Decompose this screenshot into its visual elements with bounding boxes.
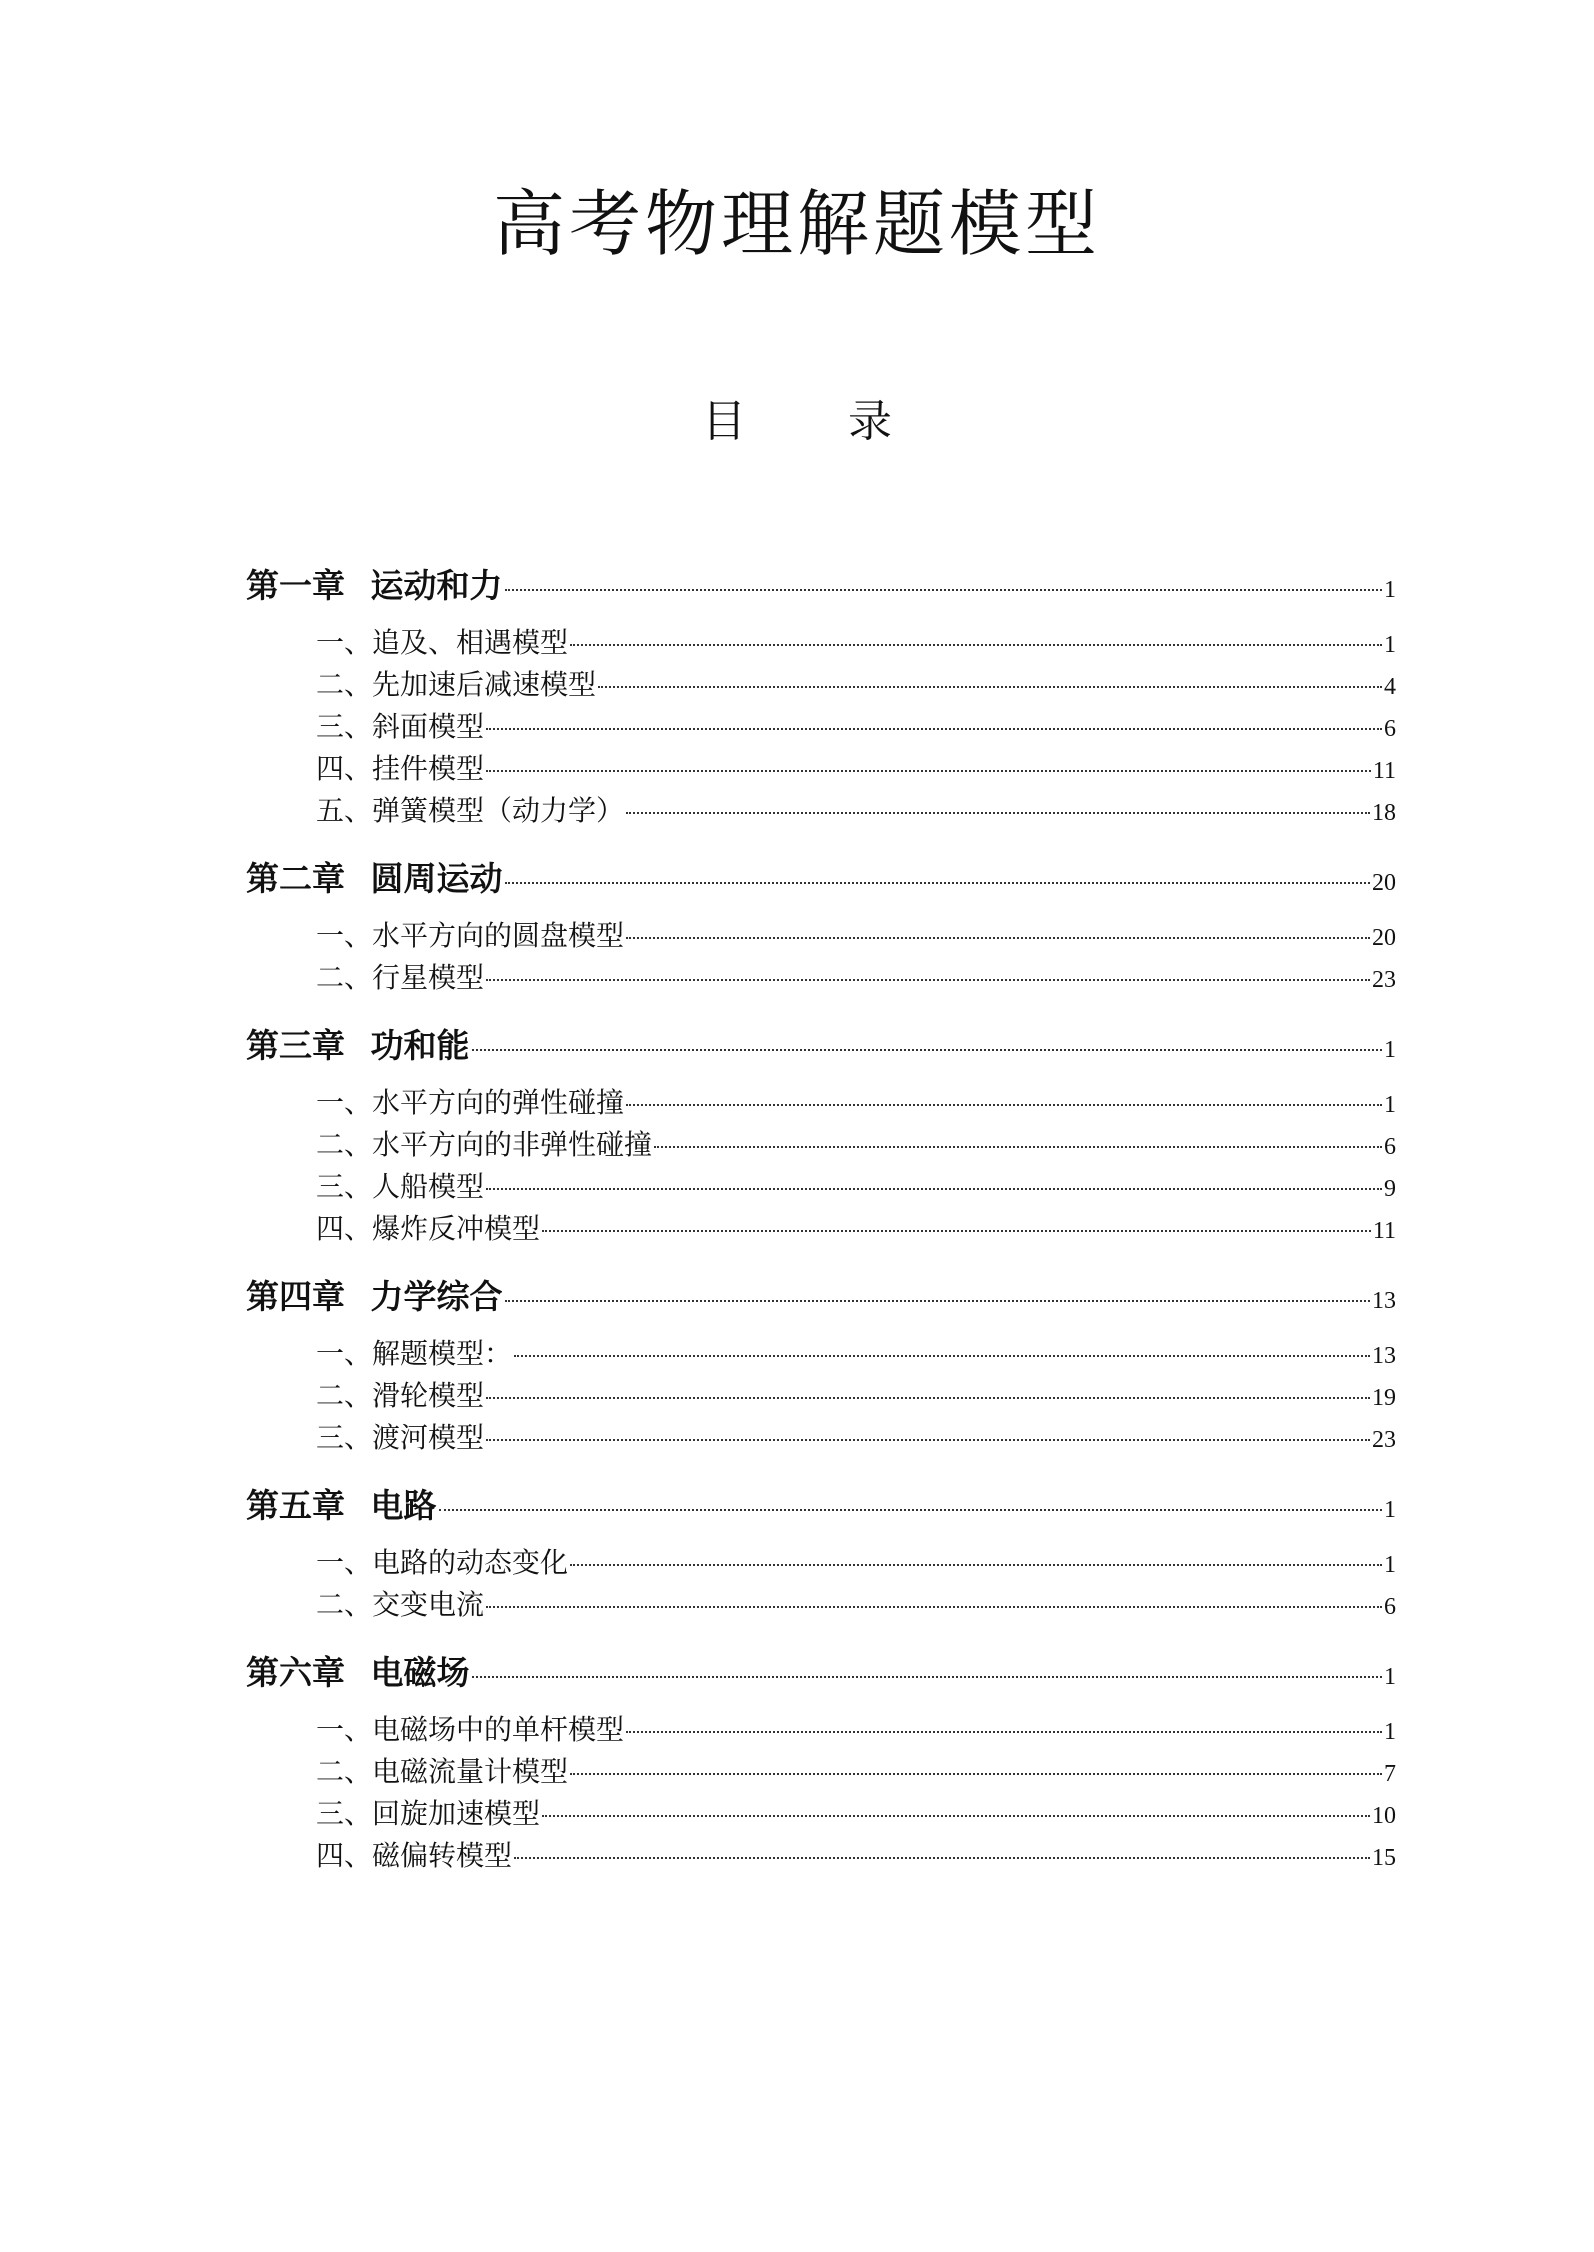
toc-section-entry[interactable] [246, 1375, 1396, 1417]
dot-leader [472, 1049, 1383, 1051]
chapter-page-number: 13 [1372, 1288, 1396, 1314]
toc-section-entry[interactable] [246, 1835, 1396, 1877]
dot-leader [486, 1439, 1370, 1441]
toc-chapter [246, 1647, 1396, 1877]
toc-section-entry[interactable] [246, 1542, 1396, 1584]
toc-section-entry[interactable] [246, 1584, 1396, 1626]
section-label: 二、滑轮模型 [316, 1379, 485, 1412]
toc-section-entry[interactable] [246, 957, 1396, 999]
toc-section-entry[interactable] [246, 664, 1396, 706]
dot-leader [486, 728, 1382, 730]
dot-leader [486, 1606, 1382, 1608]
chapter-label: 第五章 电路 [246, 1486, 437, 1525]
section-label: 四、挂件模型 [316, 752, 485, 785]
section-label: 二、电磁流量计模型 [316, 1755, 569, 1788]
section-label: 二、交变电流 [316, 1588, 485, 1621]
toc-chapter-entry[interactable] [246, 1647, 1396, 1699]
chapter-label: 第二章 圆周运动 [246, 859, 503, 898]
toc-chapter [246, 560, 1396, 832]
toc-chapter-entry[interactable] [246, 853, 1396, 905]
dot-leader [505, 882, 1371, 884]
section-page-number: 10 [1372, 1803, 1396, 1829]
section-label: 一、电磁场中的单杆模型 [316, 1713, 625, 1746]
section-label: 二、水平方向的非弹性碰撞 [316, 1128, 653, 1161]
dot-leader [505, 1300, 1371, 1302]
dot-leader [472, 1676, 1383, 1678]
chapter-label: 第六章 电磁场 [246, 1653, 470, 1692]
toc-section-entry[interactable] [246, 1333, 1396, 1375]
toc-section-entry[interactable] [246, 1166, 1396, 1208]
section-label: 一、电路的动态变化 [316, 1546, 569, 1579]
dot-leader [486, 979, 1370, 981]
toc-section-entry[interactable] [246, 915, 1396, 957]
section-page-number: 6 [1384, 1594, 1396, 1620]
dot-leader [570, 644, 1382, 646]
section-label: 一、解题模型： [316, 1337, 513, 1370]
toc-chapter-entry[interactable] [246, 1480, 1396, 1532]
dot-leader [486, 1397, 1370, 1399]
section-page-number: 1 [1384, 1552, 1396, 1578]
section-label: 四、磁偏转模型 [316, 1839, 513, 1872]
section-page-number: 11 [1372, 1218, 1396, 1244]
toc-heading: 目 录 [702, 396, 936, 447]
dot-leader [570, 1773, 1382, 1775]
toc-section-entry[interactable] [246, 1751, 1396, 1793]
dot-leader [542, 1815, 1370, 1817]
section-page-number: 7 [1384, 1761, 1396, 1787]
section-page-number: 23 [1372, 1427, 1396, 1453]
dot-leader [514, 1857, 1370, 1859]
section-page-number: 19 [1372, 1385, 1396, 1411]
dot-leader [514, 1355, 1370, 1357]
toc-chapter [246, 853, 1396, 999]
toc-section-entry[interactable] [246, 1208, 1396, 1250]
chapter-page-number: 1 [1384, 1664, 1396, 1690]
dot-leader [626, 1731, 1382, 1733]
chapter-label: 第四章 力学综合 [246, 1277, 503, 1316]
section-label: 一、水平方向的弹性碰撞 [316, 1086, 625, 1119]
toc-section-entry[interactable] [246, 1124, 1396, 1166]
section-page-number: 20 [1372, 925, 1396, 951]
toc-section-entry[interactable] [246, 706, 1396, 748]
chapter-page-number: 1 [1384, 1037, 1396, 1063]
section-page-number: 6 [1384, 1134, 1396, 1160]
section-page-number: 1 [1384, 1092, 1396, 1118]
toc-section-entry[interactable] [246, 790, 1396, 832]
toc-section-entry[interactable] [246, 1793, 1396, 1835]
section-label: 一、水平方向的圆盘模型 [316, 919, 625, 952]
section-page-number: 1 [1384, 632, 1396, 658]
document-title: 高考物理解题模型 [492, 182, 1101, 266]
section-label: 二、先加速后减速模型 [316, 668, 597, 701]
section-label: 三、回旋加速模型 [316, 1797, 541, 1830]
toc-chapter-entry[interactable] [246, 1020, 1396, 1072]
chapter-label: 第一章 运动和力 [246, 566, 503, 605]
section-label: 一、追及、相遇模型 [316, 626, 569, 659]
dot-leader [486, 770, 1371, 772]
section-page-number: 15 [1372, 1845, 1396, 1871]
toc-section-entry[interactable] [246, 1709, 1396, 1751]
section-page-number: 1 [1384, 1719, 1396, 1745]
section-label: 三、人船模型 [316, 1170, 485, 1203]
table-of-contents [246, 560, 1396, 1877]
section-page-number: 9 [1384, 1176, 1396, 1202]
section-page-number: 4 [1384, 674, 1396, 700]
section-page-number: 6 [1384, 716, 1396, 742]
dot-leader [626, 812, 1370, 814]
chapter-label: 第三章 功和能 [246, 1026, 470, 1065]
dot-leader [626, 1104, 1382, 1106]
toc-section-entry[interactable] [246, 622, 1396, 664]
chapter-page-number: 1 [1384, 1497, 1396, 1523]
section-label: 三、斜面模型 [316, 710, 485, 743]
toc-section-entry[interactable] [246, 1417, 1396, 1459]
section-page-number: 18 [1372, 800, 1396, 826]
dot-leader [598, 686, 1382, 688]
chapter-page-number: 20 [1372, 870, 1396, 896]
toc-chapter [246, 1480, 1396, 1626]
dot-leader [439, 1509, 1383, 1511]
dot-leader [486, 1188, 1382, 1190]
dot-leader [570, 1564, 1382, 1566]
dot-leader [542, 1230, 1371, 1232]
dot-leader [626, 937, 1370, 939]
toc-chapter [246, 1271, 1396, 1459]
section-page-number: 23 [1372, 967, 1396, 993]
toc-chapter-entry[interactable] [246, 1271, 1396, 1323]
dot-leader [654, 1146, 1382, 1148]
section-label: 二、行星模型 [316, 961, 485, 994]
toc-chapter-entry[interactable] [246, 560, 1396, 612]
section-page-number: 11 [1372, 758, 1396, 784]
section-label: 三、渡河模型 [316, 1421, 485, 1454]
toc-section-entry[interactable] [246, 1082, 1396, 1124]
section-label: 四、爆炸反冲模型 [316, 1212, 541, 1245]
section-page-number: 13 [1372, 1343, 1396, 1369]
dot-leader [505, 589, 1383, 591]
toc-chapter [246, 1020, 1396, 1250]
toc-section-entry[interactable] [246, 748, 1396, 790]
chapter-page-number: 1 [1384, 577, 1396, 603]
section-label: 五、弹簧模型（动力学） [316, 794, 625, 827]
